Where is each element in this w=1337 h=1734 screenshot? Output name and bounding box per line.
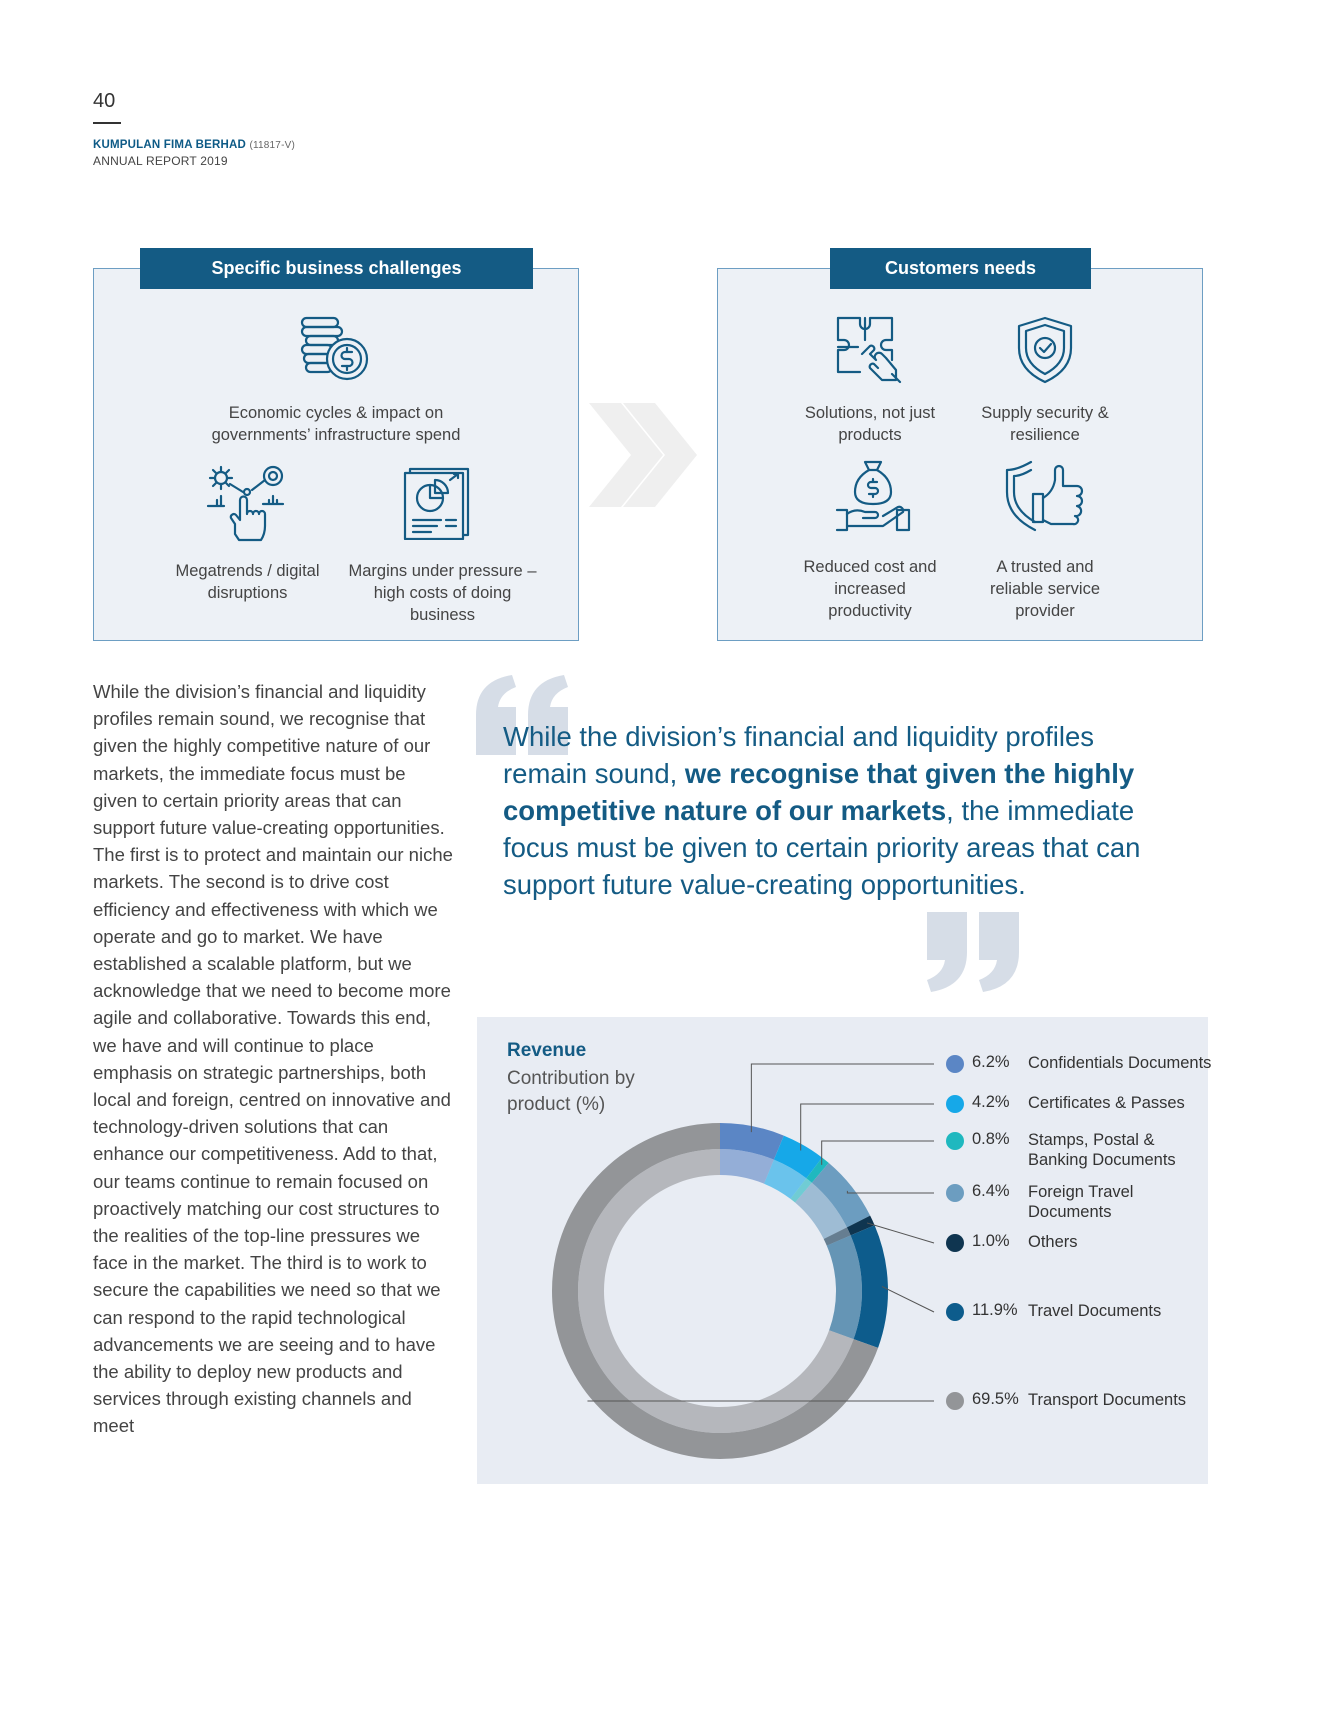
legend-marker (946, 1132, 964, 1150)
challenge-item-margins: Margins under pressure – high costs of doing business (348, 562, 537, 624)
company-name (93, 139, 295, 151)
body-paragraph: While the division’s financial and liquidity profiles remain sound, we recognise that given the highly competitive nature of our markets, the immediate focus must be given to certain priority areas that can support future value-creating opportunities. The first is to protect and maintain our niche markets. The second is to drive cost efficiency and effectiveness with which we operate and go to market. We have established a scalable platform, but we acknowledge that we need to become more agile and collaborative. Towards this end, we have and will continue to place emphasis on strategic partnerships, both local and foreign, centred on innovative and technology-driven solutions that can enhance our competitiveness. Add to that, our teams continue to remain focused on proactively matching our cost structures to the realities of the top-line pressures we face in the market. The third is to work to secure the capabilities we need so that we can respond to the rapid technological advancements we are seeing and to have the ability to deploy new products and services through existing channels and meet (93, 681, 453, 1437)
customers-title: Customers needs (830, 248, 1091, 289)
shield-check-icon (1013, 314, 1077, 386)
challenge-item-megatrends: Megatrends / digital disruptions (175, 562, 320, 602)
legend-label: Travel Documents (1028, 1302, 1162, 1320)
legend-marker (946, 1095, 964, 1113)
legend-leader-line (822, 1141, 934, 1165)
report-title: ANNUAL REPORT 2019 (93, 154, 228, 168)
legend-marker (946, 1392, 964, 1410)
close-quote-icon (915, 912, 1025, 992)
legend-label: Others (1028, 1233, 1078, 1251)
page-number: 40 (93, 90, 116, 112)
chart-title: Revenue (507, 1040, 587, 1061)
arrow-chevrons-icon (585, 395, 705, 515)
pull-quote-bold: we recognise that given the highly competitive nature of our markets (503, 758, 1135, 826)
legend-percent: 6.4% (972, 1182, 1010, 1200)
customers-box (717, 268, 1203, 641)
chart-subtitle: Contribution by product (%) (507, 1068, 635, 1115)
legend-percent: 4.2% (972, 1093, 1010, 1111)
gear-touch-icon (205, 464, 289, 548)
shield-thumbs-up-icon (1003, 458, 1087, 536)
customer-item-reduced-cost: Reduced cost and increased productivity (803, 558, 937, 620)
challenge-item-economic: Economic cycles & impact on governments’ infrastructure spend (211, 404, 461, 444)
pull-quote-part2: , the immediate focus must be given to certain priority areas that can support future value-creating opportunities. (503, 795, 1141, 900)
legend-label: Transport Documents (1028, 1391, 1187, 1409)
customer-item-solutions: Solutions, not just products (804, 404, 936, 444)
legend-percent: 11.9% (972, 1301, 1018, 1319)
legend-percent: 1.0% (972, 1232, 1010, 1250)
legend-marker (946, 1303, 964, 1321)
legend-leader-line (847, 1191, 934, 1193)
legend-marker (946, 1184, 964, 1202)
legend-label: Stamps, Postal & Banking Documents (1028, 1131, 1176, 1169)
puzzle-hand-icon (832, 314, 906, 388)
legend-leader-line (801, 1104, 934, 1151)
company-registration: (11817-V) (249, 140, 295, 151)
pull-quote (503, 718, 1163, 903)
legend-marker (946, 1055, 964, 1073)
legend-percent: 6.2% (972, 1053, 1010, 1071)
legend-label: Certificates & Passes (1028, 1094, 1185, 1112)
money-bag-hand-icon (835, 458, 911, 534)
coins-dollar-icon (296, 314, 372, 390)
challenges-title: Specific business challenges (140, 248, 533, 289)
page-number-rule (93, 122, 121, 124)
customer-item-trusted: A trusted and reliable service provider (989, 558, 1101, 620)
legend-label: Confidentials Documents (1028, 1054, 1212, 1072)
company-name-text: KUMPULAN FIMA BERHAD (93, 139, 247, 151)
legend-label: Foreign Travel Documents (1028, 1183, 1134, 1221)
legend-marker (946, 1234, 964, 1252)
legend-percent: 0.8% (972, 1130, 1010, 1148)
customer-item-supply-security: Supply security & resilience (981, 404, 1109, 444)
pull-quote-part1: While the division’s financial and liquidity profiles remain sound, (503, 721, 1095, 789)
legend-leader-line (751, 1064, 934, 1132)
legend-percent: 69.5% (972, 1390, 1019, 1408)
report-chart-icon (400, 466, 474, 540)
legend-leader-line (882, 1286, 934, 1312)
